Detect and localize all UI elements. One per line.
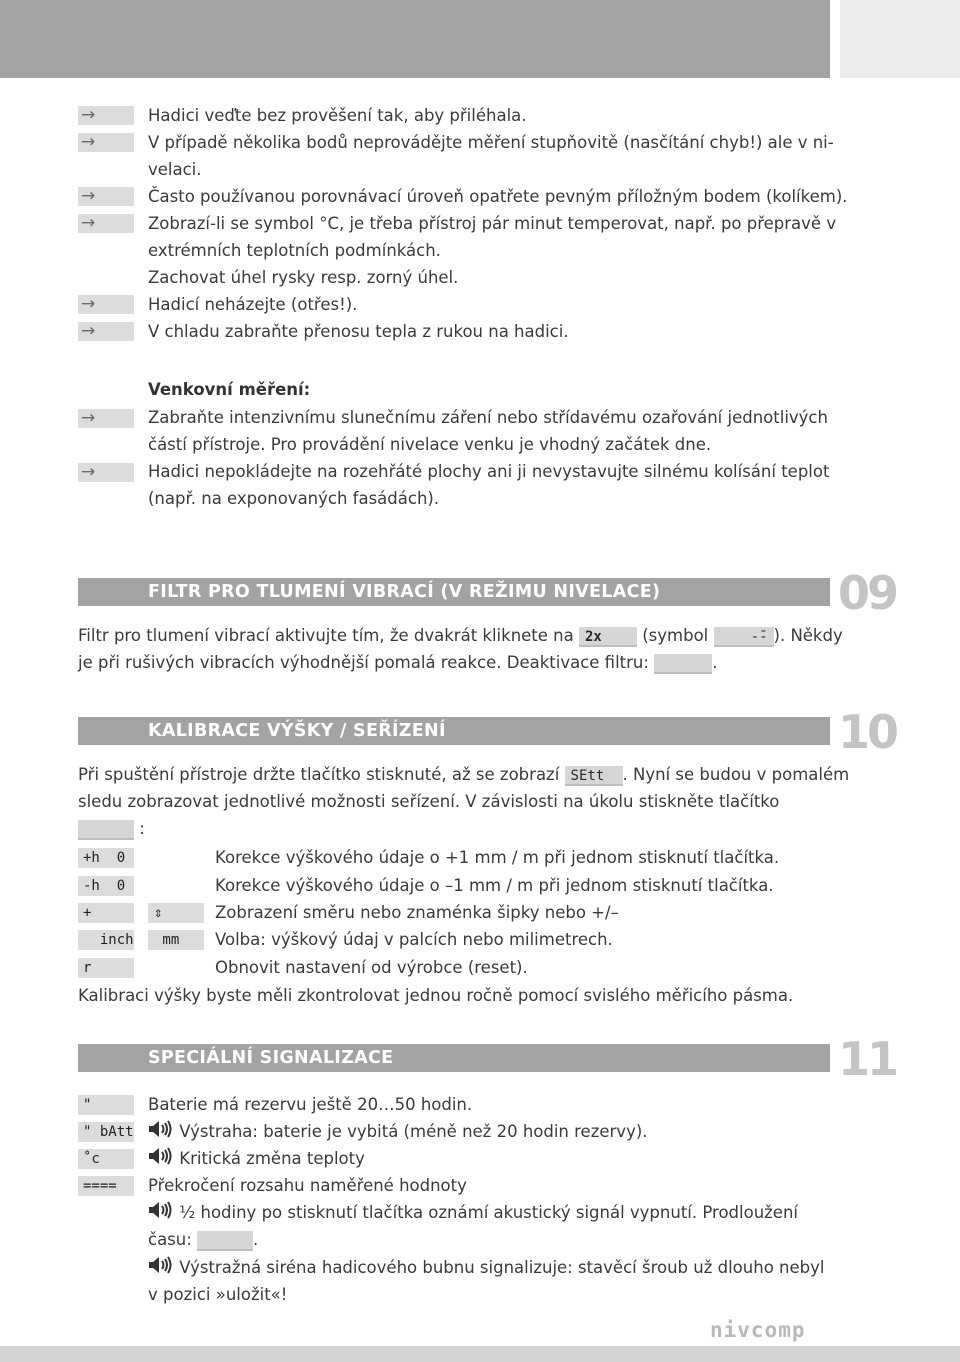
text: Výstražná siréna hadicového bubnu signalizuje: stavěcí šroub už dlouho nebyl (179, 1258, 825, 1277)
speaker-icon (148, 1200, 174, 1227)
filter-symbol-display: -̄- (714, 627, 774, 647)
outdoor-text-cont: (např. na exponovaných fasádách). (148, 489, 440, 508)
header-bar-right (840, 0, 960, 78)
display-plus: + (78, 903, 134, 923)
arrow-icon: → (78, 322, 134, 341)
text: ½ hodiny po stisknutí tlačítka oznámí akustický signál vypnutí. Prodloužení (179, 1203, 798, 1222)
header-bar (0, 0, 830, 78)
text: času: (148, 1230, 192, 1249)
text: Při spuštění přístroje držte tlačítko stisknuté, až se zobrazí (78, 765, 560, 784)
siren-line-2: v pozici »uložit«! (148, 1285, 288, 1304)
bullet-text: Zobrazí-li se symbol °C, je třeba přístroj pár minut temperovat, např. po přepravě v (148, 214, 837, 233)
row-warning (148, 1118, 648, 1146)
display-reset: r (78, 958, 134, 978)
blank-key-button (197, 1231, 253, 1251)
section-10-number: 10 (838, 705, 897, 759)
row-text: Volba: výškový údaj v palcích nebo milimetrech. (215, 930, 613, 949)
display-plus-h: +h 0 (78, 848, 134, 868)
outdoor-text-cont: částí přístroje. Pro provádění nivelace venku je vhodný začátek dne. (148, 435, 712, 454)
row-text: Baterie má rezervu ještě 20…50 hodin. (148, 1095, 473, 1114)
section-09-number: 09 (838, 566, 897, 620)
row-text: Korekce výškového údaje o +1 mm / m při jednom stisknutí tlačítka. (215, 848, 780, 867)
display-overrange: ==== (78, 1176, 134, 1196)
text: Kritická změna teploty (179, 1149, 365, 1168)
section-09-line-2 (78, 649, 717, 676)
arrow-icon: → (78, 214, 134, 233)
section-11-title: SPECIÁLNÍ SIGNALIZACE (78, 1044, 830, 1072)
outdoor-text: Zabraňte intenzivnímu slunečnímu záření nebo střídavému ozařování jednotlivých (148, 408, 828, 427)
arrow-updown-icon: ⇕ (148, 903, 204, 923)
bullet-text: V chladu zabraňte přenosu tepla z rukou na hadici. (148, 322, 569, 341)
arrow-icon: → (78, 463, 134, 482)
footer-bar (0, 1346, 960, 1362)
key-2x-button: 2x (579, 627, 637, 647)
half-hour-line-2 (148, 1226, 258, 1253)
text: . (712, 653, 718, 672)
text: (symbol (642, 626, 709, 645)
set-display: SEtt (565, 766, 623, 786)
arrow-icon: → (78, 295, 134, 314)
section-09-title: FILTR PRO TLUMENÍ VIBRACÍ (V REŽIMU NIVELACE) (78, 578, 830, 606)
text: ). Někdy (773, 626, 843, 645)
row-text: Obnovit nastavení od výrobce (reset). (215, 958, 528, 977)
text: Filtr pro tlumení vibrací aktivujte tím, že dvakrát kliknete na (78, 626, 574, 645)
row-temp (148, 1145, 365, 1173)
speaker-icon (148, 1255, 174, 1282)
text: Výstraha: baterie je vybitá (méně než 20 hodin rezervy). (179, 1122, 648, 1141)
display-minus-h: -h 0 (78, 876, 134, 896)
display-batt: " bAtt (78, 1122, 134, 1142)
arrow-icon: → (78, 187, 134, 206)
section-11-number: 11 (838, 1032, 897, 1086)
brand-logo: nivcomp (710, 1318, 806, 1342)
bullet-text-cont: velaci. (148, 160, 202, 179)
outdoor-heading: Venkovní měření: (148, 380, 311, 399)
bullet-text: V případě několika bodů neprovádějte měření stupňovitě (nasčítání chyb!) ale v ni- (148, 133, 834, 152)
blank-key-button (78, 820, 134, 840)
text: . (253, 1230, 259, 1249)
bullet-text-cont: extrémních teplotních podmínkách. (148, 241, 441, 260)
section-10-line-1 (78, 761, 849, 788)
bullet-text: Hadici veďte bez prověšení tak, aby přiléhala. (148, 106, 527, 125)
section-10-title: KALIBRACE VÝŠKY / SEŘÍZENÍ (78, 717, 830, 745)
siren-line-1 (148, 1254, 824, 1282)
arrow-icon: → (78, 133, 134, 152)
display-mm: mm (148, 930, 204, 950)
row-text: Překročení rozsahu naměřené hodnoty (148, 1176, 467, 1195)
arrow-icon: → (78, 409, 134, 428)
bullet-text: Často používanou porovnávací úroveň opatřete pevným příložným bodem (kolíkem). (148, 187, 848, 206)
blank-key-button (654, 654, 712, 674)
text: . Nyní se budou v pomalém (622, 765, 850, 784)
text: : (139, 819, 145, 838)
arrow-icon: → (78, 106, 134, 125)
section-09-line-1 (78, 622, 843, 649)
bullet-text: Hadicí neházejte (otřes!). (148, 295, 358, 314)
section-10-line-2: sledu zobrazovat jednotlivé možnosti seřízení. V závislosti na úkolu stiskněte tlačítko (78, 792, 780, 811)
half-hour-line-1 (148, 1199, 798, 1227)
bullet-text-cont: Zachovat úhel rysky resp. zorný úhel. (148, 268, 459, 287)
speaker-icon (148, 1119, 174, 1146)
section-10-line-3 (78, 815, 145, 842)
text: je při rušivých vibracích výhodnější pomalá reakce. Deaktivace filtru: (78, 653, 649, 672)
row-text: Zobrazení směru nebo znaménka šipky nebo +/– (215, 903, 619, 922)
display-battery-mark: " (78, 1095, 134, 1115)
display-inch: inch (78, 930, 134, 950)
row-text: Korekce výškového údaje o –1 mm / m při jednom stisknutí tlačítka. (215, 876, 774, 895)
section-10-footer: Kalibraci výšky byste měli zkontrolovat jednou ročně pomocí svislého měřicího pásma. (78, 986, 794, 1005)
outdoor-text: Hadici nepokládejte na rozehřáté plochy ani ji nevystavujte silnému kolísání teplot (148, 462, 830, 481)
display-temp: ˚c (78, 1149, 134, 1169)
speaker-icon (148, 1146, 174, 1173)
